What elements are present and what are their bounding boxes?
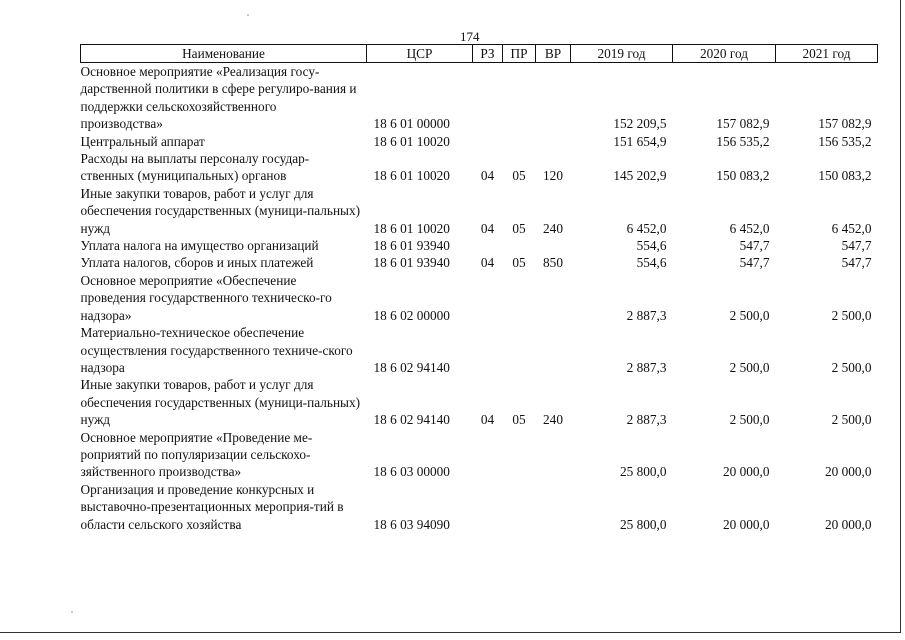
row-2019: 145 202,9 (613, 168, 667, 184)
row-2021: 2 500,0 (831, 412, 872, 428)
scan-edge-right (900, 0, 901, 633)
row-rz (473, 63, 503, 133)
row-2019: 2 887,3 (626, 412, 667, 428)
row-csr: 18 6 01 10020 (373, 220, 450, 236)
row-2019: 151 654,9 (613, 133, 667, 149)
row-2020: 2 500,0 (729, 359, 770, 375)
row-csr: 18 6 01 93940 (373, 238, 450, 254)
row-pr (503, 272, 536, 324)
row-rz: 04 (480, 255, 495, 271)
header-name: Наименование (81, 45, 367, 63)
row-name: Уплата налогов, сборов и иных платежей (80, 255, 314, 271)
row-vr: 850 (543, 255, 563, 271)
table-row (81, 63, 878, 133)
header-2020: 2020 год (673, 45, 776, 63)
row-2019: 25 800,0 (619, 464, 667, 480)
row-2020: 2 500,0 (729, 412, 770, 428)
row-2021: 2 500,0 (831, 359, 872, 375)
row-pr (503, 481, 536, 533)
table-row (81, 324, 878, 376)
scan-speck (71, 611, 73, 613)
row-name: Иные закупки товаров, работ и услуг для обеспечения государственных (муници-пальных) нужд (80, 377, 361, 428)
row-2021: 157 082,9 (818, 116, 872, 132)
row-rz: 04 (480, 412, 495, 428)
table-row (81, 272, 878, 324)
row-csr: 18 6 01 00000 (373, 116, 450, 132)
row-2021: 547,7 (841, 238, 872, 254)
row-pr (503, 324, 536, 376)
header-pr: ПР (503, 45, 536, 63)
row-vr (536, 324, 571, 376)
row-2019: 2 887,3 (626, 359, 667, 375)
table-row (81, 237, 878, 254)
row-vr: 240 (543, 220, 563, 236)
row-csr: 18 6 02 94140 (373, 412, 450, 428)
row-vr (536, 133, 571, 150)
row-name: Основное мероприятие «Обеспечение проведения государственного техническо-го надзора» (80, 272, 332, 323)
page-number: 174 (460, 29, 480, 44)
row-pr (503, 429, 536, 481)
table-row (81, 429, 878, 481)
row-name: Основное мероприятие «Реализация госу-дарственной политики в сфере регулиро-вания и поддержки сельскохозяйственного производства» (80, 64, 357, 132)
table-row (81, 481, 878, 533)
row-vr (536, 481, 571, 533)
row-name: Центральный аппарат (80, 133, 205, 149)
row-rz: 04 (480, 220, 495, 236)
row-rz (473, 481, 503, 533)
row-vr: 240 (543, 412, 563, 428)
row-name: Уплата налога на имущество организаций (80, 238, 319, 254)
header-rz: РЗ (473, 45, 503, 63)
row-vr (536, 237, 571, 254)
row-2019: 152 209,5 (613, 116, 667, 132)
row-2019: 554,6 (636, 238, 667, 254)
row-name: Расходы на выплаты персоналу государ-ственных (муниципальных) органов (80, 151, 310, 184)
row-name: Иные закупки товаров, работ и услуг для обеспечения государственных (муници-пальных) нужд (80, 185, 361, 236)
row-2020: 20 000,0 (722, 516, 770, 532)
row-2020: 547,7 (739, 238, 770, 254)
table-header-row (81, 45, 878, 63)
row-2020: 157 082,9 (716, 116, 770, 132)
row-csr: 18 6 01 10020 (373, 168, 450, 184)
row-rz (473, 237, 503, 254)
row-pr (503, 237, 536, 254)
header-2019: 2019 год (571, 45, 673, 63)
row-2019: 554,6 (636, 255, 667, 271)
row-rz: 04 (480, 168, 495, 184)
row-pr: 05 (512, 168, 526, 184)
row-2021: 20 000,0 (824, 516, 872, 532)
table-row (81, 133, 878, 150)
row-2020: 150 083,2 (716, 168, 770, 184)
row-name: Организация и проведение конкурсных и выставочно-презентационных мероприя-тий в области сельского хозяйства (80, 481, 344, 532)
header-csr: ЦСР (367, 45, 473, 63)
row-2021: 6 452,0 (831, 220, 872, 236)
row-2021: 547,7 (841, 255, 872, 271)
row-csr: 18 6 02 00000 (373, 307, 450, 323)
row-csr: 18 6 03 94090 (373, 516, 450, 532)
row-pr: 05 (512, 412, 526, 428)
header-2021: 2021 год (776, 45, 878, 63)
row-2020: 20 000,0 (722, 464, 770, 480)
row-vr (536, 429, 571, 481)
header-vr: ВР (536, 45, 571, 63)
row-name: Основное мероприятие «Проведение ме-роприятий по популяризации сельскохо-зяйственного производства» (80, 429, 313, 480)
row-2019: 25 800,0 (619, 516, 667, 532)
row-vr (536, 272, 571, 324)
row-2020: 547,7 (739, 255, 770, 271)
row-vr: 120 (543, 168, 563, 184)
scan-edge-bottom (0, 632, 901, 633)
scan-speck (247, 14, 249, 16)
row-2019: 2 887,3 (626, 307, 667, 323)
row-2020: 156 535,2 (716, 133, 770, 149)
row-pr: 05 (512, 220, 526, 236)
row-2021: 20 000,0 (824, 464, 872, 480)
row-csr: 18 6 01 10020 (373, 133, 450, 149)
table-row (81, 376, 878, 428)
row-2021: 150 083,2 (818, 168, 872, 184)
table-row (81, 150, 878, 185)
row-vr (536, 63, 571, 133)
row-csr: 18 6 02 94140 (373, 359, 450, 375)
row-2020: 2 500,0 (729, 307, 770, 323)
row-csr: 18 6 03 00000 (373, 464, 450, 480)
row-rz (473, 429, 503, 481)
row-name: Материально-техническое обеспечение осуществления государственного техниче-ского надзора (80, 325, 353, 375)
row-rz (473, 133, 503, 150)
row-pr: 05 (512, 255, 526, 271)
row-rz (473, 324, 503, 376)
row-2021: 2 500,0 (831, 307, 872, 323)
row-2021: 156 535,2 (818, 133, 872, 149)
row-pr (503, 133, 536, 150)
row-csr: 18 6 01 93940 (373, 255, 450, 271)
budget-table (80, 44, 878, 533)
row-pr (503, 63, 536, 133)
table-row (81, 185, 878, 237)
table-row (81, 254, 878, 271)
row-2019: 6 452,0 (626, 220, 667, 236)
row-rz (473, 272, 503, 324)
row-2020: 6 452,0 (729, 220, 770, 236)
